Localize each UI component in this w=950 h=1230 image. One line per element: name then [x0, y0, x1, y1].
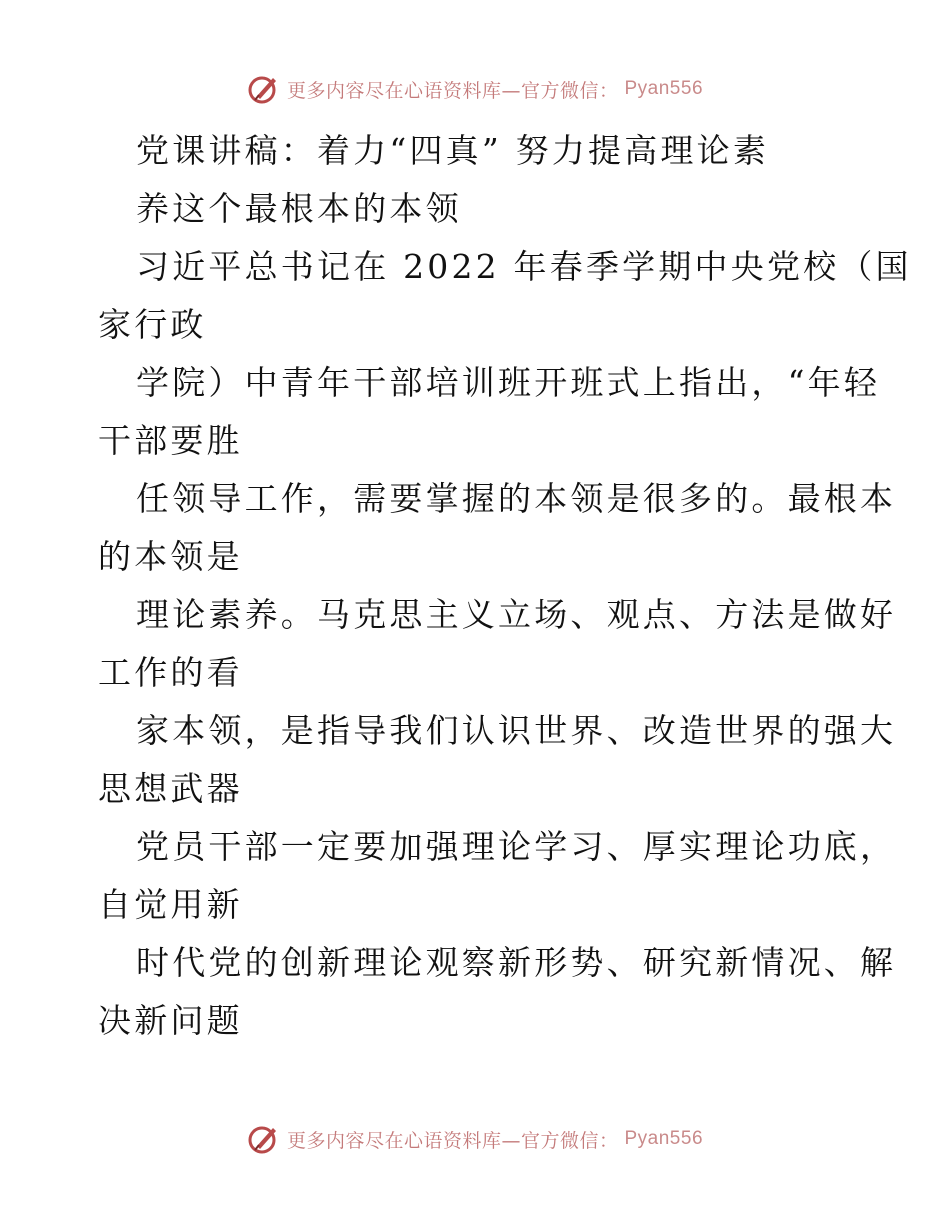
quill-logo-icon [247, 72, 281, 106]
watermark-wechat-id: Pyan556 [624, 1128, 704, 1149]
document-line: 工作的看 [98, 653, 243, 692]
watermark-text: 更多内容尽在心语资料库—官方微信： [286, 79, 619, 102]
quill-logo-icon [247, 1122, 281, 1156]
document-line: 养这个最根本的本领 [136, 189, 462, 228]
watermark-wechat-id: Pyan556 [624, 78, 704, 99]
document-line: 家本领，是指导我们认识世界、改造世界的强大 [136, 711, 897, 750]
document-line: 思想武器 [98, 769, 243, 808]
watermark-text: 更多内容尽在心语资料库—官方微信： [286, 1129, 619, 1152]
document-line: 党课讲稿：着力“四真” 努力提高理论素 [136, 131, 770, 170]
document-line: 决新问题 [98, 1001, 243, 1040]
document-line: 习近平总书记在 2022 年春季学期中央党校（国 [136, 247, 912, 286]
footer-watermark [0, 1122, 950, 1156]
document-line: 党员干部一定要加强理论学习、厚实理论功底， [136, 827, 897, 866]
document-line: 理论素养。马克思主义立场、观点、方法是做好 [136, 595, 897, 634]
document-body [98, 122, 912, 1050]
document-line: 的本领是 [98, 537, 243, 576]
document-line: 学院）中青年干部培训班开班式上指出，“年轻 [136, 363, 881, 402]
document-line: 干部要胜 [98, 421, 243, 460]
header-watermark [0, 72, 950, 106]
document-line: 自觉用新 [98, 885, 243, 924]
document-line: 时代党的创新理论观察新形势、研究新情况、解 [136, 943, 897, 982]
document-line: 任领导工作，需要掌握的本领是很多的。最根本 [136, 479, 897, 518]
document-line: 家行政 [98, 305, 207, 344]
